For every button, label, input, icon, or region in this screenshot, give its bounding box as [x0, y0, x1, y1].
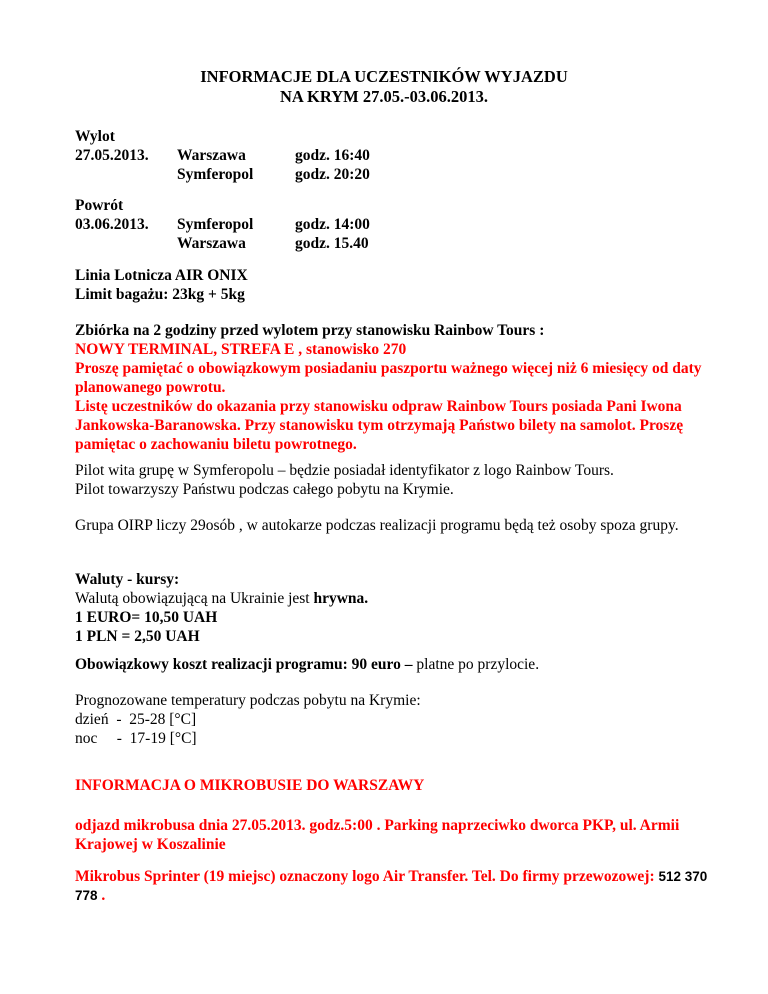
group-info: [75, 516, 715, 535]
pilot-info: [75, 461, 715, 499]
terminal-info: NOWY TERMINAL, STREFA E , stanowisko 270: [75, 341, 407, 358]
pilot-line-2: Pilot towarzyszy Państwu podczas całego pobytu na Krymie.: [75, 481, 454, 498]
minibus-phone: 512 370 778: [75, 869, 708, 903]
return-date: 03.06.2013.: [75, 216, 149, 233]
minibus-vehicle-text: Mikrobus Sprinter (19 miejsc) oznaczony logo Air Transfer. Tel. Do firmy przewozowej:: [75, 868, 659, 885]
temperature-day: dzień - 25-28 [°C]: [75, 711, 197, 728]
currency-info: [75, 570, 715, 646]
minibus-end: .: [97, 887, 106, 904]
meeting-info: [75, 321, 715, 454]
title-line-1: INFORMACJE DLA UCZESTNIKÓW WYJAZDU: [200, 67, 568, 86]
title-line-2: NA KRYM 27.05.-03.06.2013.: [280, 87, 488, 106]
cost-normal: platne po przylocie.: [416, 656, 540, 673]
departure-to-city: Symferopol: [177, 166, 254, 183]
currency-line: [75, 589, 715, 608]
departure-from-city: Warszawa: [177, 147, 246, 164]
temperature-intro: Prognozowane temperatury podczas pobytu na Krymie:: [75, 692, 421, 709]
temperature-night: noc - 17-19 [°C]: [75, 730, 197, 747]
return-to-city: Warszawa: [177, 235, 246, 252]
departure-label: Wylot: [75, 128, 115, 145]
rate-euro: 1 EURO= 10,50 UAH: [75, 609, 218, 626]
group-text: Grupa OIRP liczy 29osób , w autokarze podczas realizacji programu będą też osoby spoza grupy.: [75, 517, 679, 534]
minibus-heading: INFORMACJA O MIKROBUSIE DO WARSZAWY: [75, 777, 425, 794]
minibus-vehicle: [75, 867, 715, 905]
currency-heading: Waluty - kursy:: [75, 571, 180, 588]
airline-info: [75, 266, 715, 304]
airline-name: Linia Lotnicza AIR ONIX: [75, 267, 248, 284]
rate-pln: 1 PLN = 2,50 UAH: [75, 628, 200, 645]
departure-to-time: godz. 20:20: [295, 166, 370, 183]
return-from-time: godz. 14:00: [295, 216, 370, 233]
meeting-line: Zbiórka na 2 godziny przed wylotem przy stanowisku Rainbow Tours :: [75, 322, 545, 339]
passport-notice: Proszę pamiętać o obowiązkowym posiadaniu paszportu ważnego więcej niż 6 miesięcy od daty planowanego powrotu.: [75, 360, 702, 396]
minibus-departure: odjazd mikrobusa dnia 27.05.2013. godz.5:00 . Parking naprzeciwko dworca PKP, ul. Armii Krajowej w Koszalinie: [75, 817, 680, 853]
document-title: [0, 67, 768, 107]
pilot-line-1: Pilot wita grupę w Symferopolu – będzie posiadał identyfikator z logo Rainbow Tours.: [75, 462, 614, 479]
return-to-time: godz. 15.40: [295, 235, 369, 252]
departure-date: 27.05.2013.: [75, 147, 149, 164]
currency-name: hrywna.: [313, 590, 369, 607]
departure-from-time: godz. 16:40: [295, 147, 370, 164]
currency-line-prefix: Walutą obowiązującą na Ukrainie jest: [75, 590, 314, 607]
participant-list-notice: Listę uczestników do okazania przy stanowisku odpraw Rainbow Tours posiada Pani Iwona Jankowska-Baranowska. Przy stanowisku tym otrzymają Państwo bilety na samolot. Proszę pamiętac o zachowaniu biletu powrotnego.: [75, 398, 684, 453]
cost-bold: Obowiązkowy koszt realizacji programu: 90 euro –: [75, 656, 417, 673]
return-from-city: Symferopol: [177, 216, 254, 233]
return-label: Powrót: [75, 197, 124, 214]
temperature-info: [75, 691, 715, 748]
cost-info: [75, 655, 715, 674]
baggage-limit: Limit bagażu: 23kg + 5kg: [75, 286, 245, 303]
